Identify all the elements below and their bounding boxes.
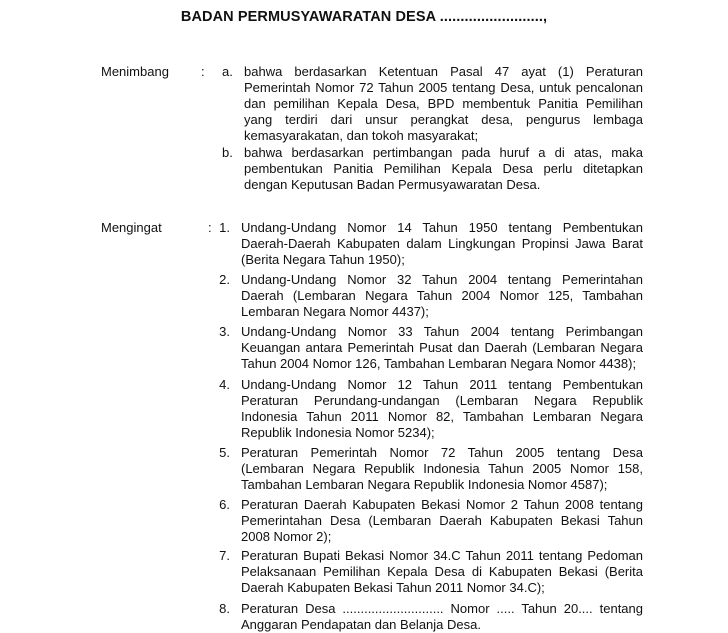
mengingat-colon: : xyxy=(208,220,212,235)
item-marker: 1. xyxy=(219,220,230,235)
item-marker: b. xyxy=(222,145,233,160)
item-text: Peraturan Bupati Bekasi Nomor 34.C Tahun 2011 tentang Pedoman Pelaksanaan Pemilihan Kepala Desa di Kabupaten Bekasi (Berita Daerah Kabupaten Bekasi Tahun 2011 Nomor 34.C); xyxy=(241,548,643,595)
document-title: BADAN PERMUSYAWARATAN DESA ........................., xyxy=(180,9,548,25)
item-text: Undang-Undang Nomor 33 Tahun 2004 tentang Perimbangan Keuangan antara Pemerintah Pusat dan Daerah (Lembaran Negara Tahun 2004 Nomor 126, Tambahan Lembaran Negara Nomor 4438); xyxy=(241,324,643,371)
item-marker: a. xyxy=(222,64,233,79)
item-marker: 7. xyxy=(219,548,230,563)
item-marker: 2. xyxy=(219,272,230,287)
menimbang-colon: : xyxy=(201,64,205,79)
item-marker: 3. xyxy=(219,324,230,339)
mengingat-label: Mengingat xyxy=(101,220,162,235)
item-marker: 6. xyxy=(219,497,230,512)
item-text: Undang-Undang Nomor 32 Tahun 2004 tentang Pemerintahan Daerah (Lembaran Negara Tahun 2004 Nomor 125, Tambahan Lembaran Negara Nomor 4437); xyxy=(241,272,643,319)
item-text: Undang-Undang Nomor 14 Tahun 1950 tentang Pembentukan Daerah-Daerah Kabupaten dalam Lingkungan Propinsi Jawa Barat (Berita Negara Tahun 1950); xyxy=(241,220,643,267)
item-text: Peraturan Desa ............................ Nomor ..... Tahun 20.... tentang Anggaran Pendapatan dan Belanja Desa. xyxy=(241,601,643,632)
item-text: bahwa berdasarkan Ketentuan Pasal 47 ayat (1) Peraturan Pemerintah Nomor 72 Tahun 2005 tentang Desa, untuk pencalonan dan pemilihan Kepala Desa, BPD membentuk Panitia Pemilihan yang terdiri dari unsur perangkat desa, pengurus lembaga kemasyarakatan, dan tokoh masyarakat; xyxy=(244,64,643,143)
item-marker: 8. xyxy=(219,601,230,616)
item-text: Peraturan Daerah Kabupaten Bekasi Nomor 2 Tahun 2008 tentang Pemerintahan Desa (Lembaran Daerah Kabupaten Bekasi Tahun 2008 Nomor 2); xyxy=(241,497,643,544)
item-text: Peraturan Pemerintah Nomor 72 Tahun 2005 tentang Desa (Lembaran Negara Republik Indonesia Tahun 2005 Nomor 158, Tambahan Lembaran Negara Republik Indonesia Nomor 4587); xyxy=(241,445,643,492)
item-marker: 4. xyxy=(219,377,230,392)
menimbang-label: Menimbang xyxy=(101,64,169,79)
item-text: Undang-Undang Nomor 12 Tahun 2011 tentang Pembentukan Peraturan Perundang-undangan (Lembaran Negara Republik Indonesia Tahun 2011 Nomor 82, Tambahan Lembaran Negara Republik Indonesia Nomor 5234); xyxy=(241,377,643,440)
item-text: bahwa berdasarkan pertimbangan pada huruf a di atas, maka pembentukan Panitia Pemilihan Kepala Desa perlu ditetapkan dengan Keputusan Badan Permusyawaratan Desa. xyxy=(244,145,643,192)
item-marker: 5. xyxy=(219,445,230,460)
